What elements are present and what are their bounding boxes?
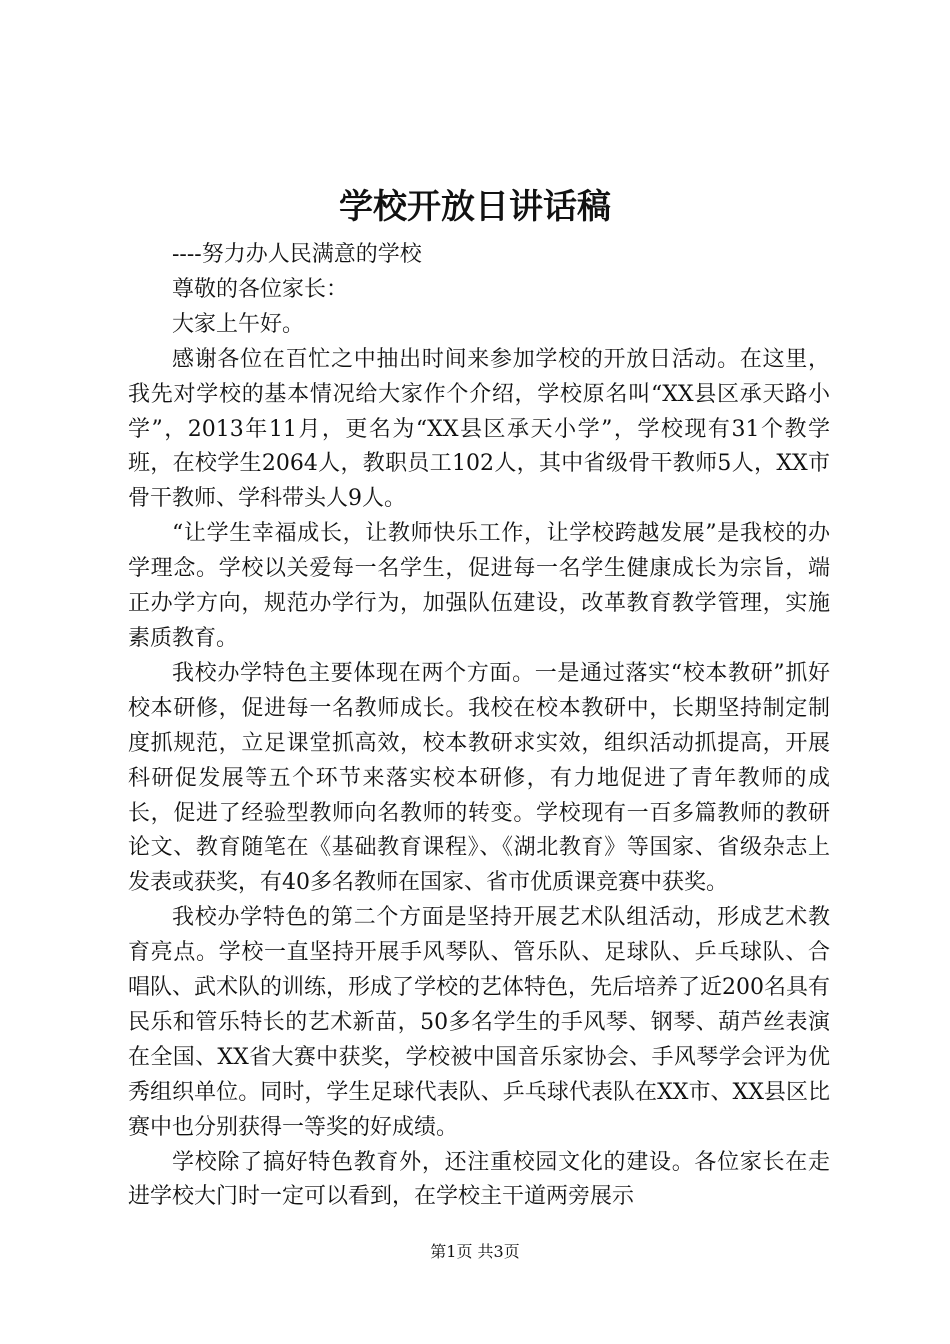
subtitle: ----努力办人民满意的学校 — [172, 242, 422, 267]
paragraph: 学校除了搞好特色教育外，还注重校园文化的建设。各位家长在走进学校大门时一定可以看到，在学校主干道两旁展示 — [128, 1149, 830, 1210]
document-body — [128, 238, 830, 1215]
document-title: 学校开放日讲话稿 — [339, 187, 611, 227]
salutation: 尊敬的各位家长： — [172, 276, 349, 302]
paragraph: 我校办学特色的第二个方面是坚持开展艺术队组活动，形成艺术教育亮点。学校一直坚持开展手风琴队、管乐队、足球队、乒乓球队、合唱队、武术队的训练，形成了学校的艺体特色，先后培养了近200名具有民乐和管乐特长的艺术新苗，50多名学生的手风琴、钢琴、葫芦丝表演在全国、XX省大赛中获奖，学校被中国音乐家协会、手风琴学会评为优秀组织单位。同时，学生足球代表队、乒乓球代表队在XX市、XX县区比赛中也分别获得一等奖的好成绩。 — [128, 905, 830, 1140]
paragraph: 我校办学特色主要体现在两个方面。一是通过落实“校本教研”抓好校本研修，促进每一名教师成长。我校在校本教研中，长期坚持制定制度抓规范，立足课堂抓高效，校本教研求实效，组织活动抓提高，开展科研促发展等五个环节来落实校本研修，有力地促进了青年教师的成长，促进了经验型教师向名教师的转变。学校现有一百多篇教师的教研论文、教育随笔在《基础教育课程》、《湖北教育》等国家、省级杂志上发表或获奖，有40多名教师在国家、省市优质课竞赛中获奖。 — [128, 660, 830, 896]
paragraph: “让学生幸福成长，让教师快乐工作，让学校跨越发展”是我校的办学理念。学校以关爱每一名学生，促进每一名学生健康成长为宗旨，端正办学方向，规范办学行为，加强队伍建设，改革教育教学管理，实施素质教育。 — [128, 521, 830, 651]
paragraph: 感谢各位在百忙之中抽出时间来参加学校的开放日活动。在这里，我先对学校的基本情况给大家作个介绍，学校原名叫“XX县区承天路小学”，2013年11月，更名为“XX县区承天小学”，学校现有31个教学班，在校学生2064人，教职员工102人，其中省级骨干教师5人，XX市骨干教师、学科带头人9人。 — [128, 346, 830, 512]
page-footer: 第1页 共3页 — [430, 1242, 520, 1261]
greeting: 大家上午好。 — [172, 311, 305, 337]
